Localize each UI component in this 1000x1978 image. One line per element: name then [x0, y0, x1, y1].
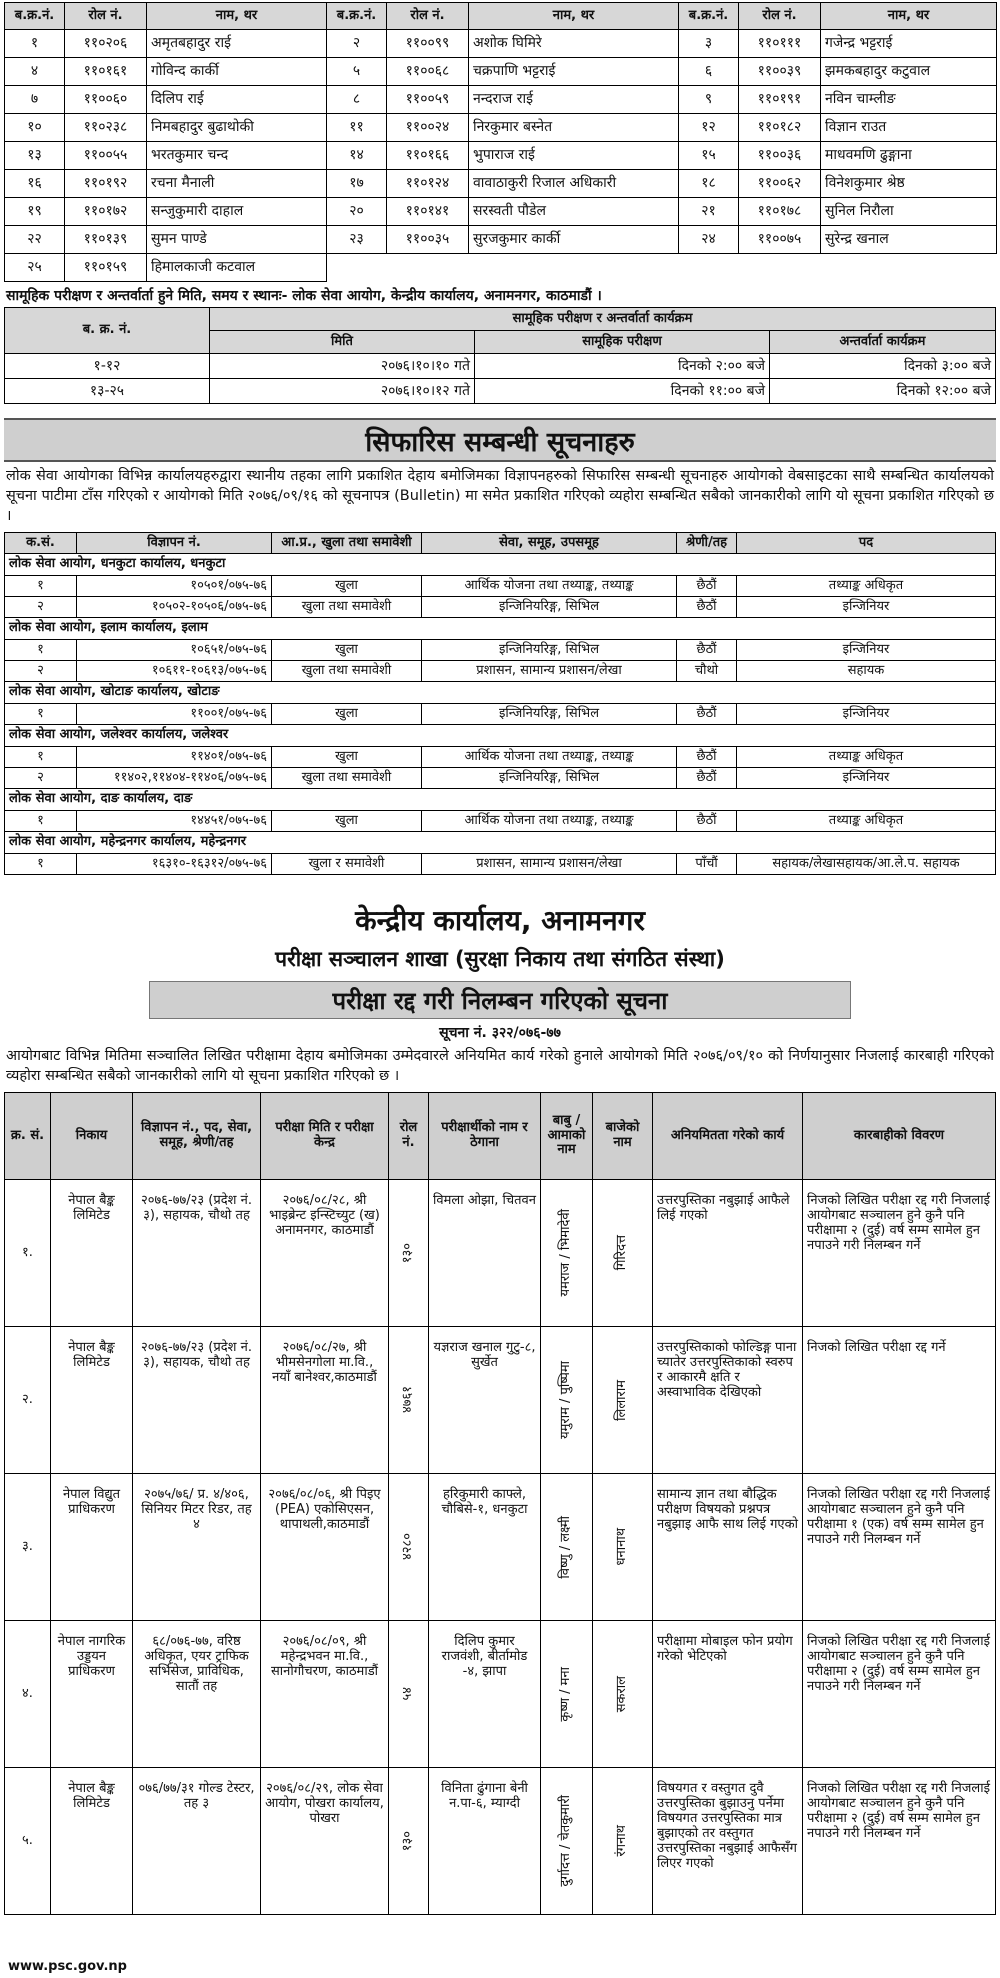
candidate-name-cell: हरिकुमारी काफ्ले, चौबिसे-१, धनकुटा	[429, 1474, 541, 1621]
footer-url[interactable]: www.psc.gov.np	[8, 1959, 127, 1974]
recommendation-header: आ.प्र., खुला तथा समावेशी	[272, 533, 422, 554]
office-name-cell: लोक सेवा आयोग, महेन्द्रनगर कार्यालय, महेन्द्रनगर	[5, 832, 996, 854]
office-row	[5, 832, 996, 854]
office-row	[5, 789, 996, 811]
irregularity-cell: परीक्षामा मोबाइल फोन प्रयोग गरेको भेटिएको	[653, 1621, 803, 1768]
post-cell: तथ्याङ्क अधिकृत	[737, 576, 996, 597]
roll-list-row	[5, 170, 997, 198]
recommendation-header: विज्ञापन नं.	[77, 533, 272, 554]
suspension-header: परीक्षार्थीको नाम र ठेगाना	[429, 1093, 541, 1180]
roll-number-cell: ११०१७२	[65, 198, 147, 226]
name-cell: सुरेन्द्र खनाल	[821, 226, 997, 254]
advertisement-number-cell: १०५०१/०७५-७६	[77, 576, 272, 597]
notice-number: सूचना नं. ३२२/०७६-७७	[439, 1025, 561, 1041]
central-office-title: केन्द्रीय कार्यालय, अनामनगर	[355, 904, 645, 937]
roll-list-row	[5, 254, 997, 282]
recommendation-row	[5, 597, 996, 618]
advertisement-number-cell: ११४०२,११४०४-११४०६/०७५-७६	[77, 768, 272, 789]
post-cell: इन्जिनियर	[737, 640, 996, 661]
roll-number-cell: ११००२४	[387, 114, 469, 142]
roll-list-header-row	[5, 3, 997, 30]
roll-list-row	[5, 142, 997, 170]
serial-cell: २	[5, 597, 77, 618]
serial-cell: १	[5, 747, 77, 768]
recommendation-table	[4, 532, 996, 875]
parents-name-cell: दुर्गादत्त / चेतकुमारी	[558, 1795, 574, 1887]
serial-cell: १	[5, 640, 77, 661]
schedule-group-time-cell: दिनको २:०० बजे	[475, 354, 770, 379]
name-cell: सरस्वती पौडेल	[469, 198, 679, 226]
recommendation-row	[5, 768, 996, 789]
serial-cell: ११	[327, 114, 387, 142]
action-cell: निजको लिखित परीक्षा रद्द गरी निजलाई आयोगबाट सञ्चालन हुने कुनै पनि परीक्षामा १ (एक) वर्ष सम्म सामेल हुन नपाउने गरी निलम्बन गर्ने	[803, 1474, 996, 1621]
roll-list-header: नाम, थर	[147, 3, 327, 30]
name-cell: दिलिप राई	[147, 86, 327, 114]
roll-number-cell: ११००९९	[387, 30, 469, 58]
roll-number-cell: ११००५९	[387, 86, 469, 114]
roll-number-cell: ११००३५	[387, 226, 469, 254]
serial-cell: १४	[327, 142, 387, 170]
serial-cell: १	[5, 704, 77, 725]
grandfather-name-cell: सकराल	[614, 1675, 630, 1713]
category-cell: खुला तथा समावेशी	[272, 661, 422, 682]
service-cell: आर्थिक योजना तथा तथ्याङ्क, तथ्याङ्क	[422, 811, 677, 832]
serial-cell: ४.	[5, 1621, 51, 1768]
roll-number-cell: ११०२३८	[65, 114, 147, 142]
roll-list-row	[5, 86, 997, 114]
roll-number-cell: ११००३६	[739, 142, 821, 170]
schedule-date-header: मिति	[210, 331, 475, 354]
name-cell: सुमन पाण्डे	[147, 226, 327, 254]
serial-cell: १०	[5, 114, 65, 142]
suspension-header: कारबाहीको विवरण	[803, 1093, 996, 1180]
level-cell: चौथो	[677, 661, 737, 682]
recommendation-row	[5, 576, 996, 597]
grandfather-name-cell-wrap	[593, 1474, 653, 1621]
roll-number-cell: ११०२०६	[65, 30, 147, 58]
roll-number-cell: ११०१६१	[65, 58, 147, 86]
service-cell: प्रशासन, सामान्य प्रशासन/लेखा	[422, 661, 677, 682]
serial-cell: २.	[5, 1327, 51, 1474]
organization-cell: नेपाल बैङ्क लिमिटेड	[51, 1180, 133, 1327]
level-cell: छैठौं	[677, 704, 737, 725]
roll-list-header: ब.क्र.नं.	[327, 3, 387, 30]
office-name-cell: लोक सेवा आयोग, दाङ कार्यालय, दाङ	[5, 789, 996, 811]
parents-name-cell: यमुराम / पुष्पिमा	[558, 1361, 574, 1439]
category-cell: खुला	[272, 640, 422, 661]
name-cell: विज्ञान राउत	[821, 114, 997, 142]
serial-cell: १६	[5, 170, 65, 198]
level-cell: छैठौं	[677, 597, 737, 618]
suspension-row	[5, 1768, 996, 1915]
roll-list-header: नाम, थर	[469, 3, 679, 30]
organization-cell: नेपाल विद्युत प्राधिकरण	[51, 1474, 133, 1621]
roll-list-row	[5, 226, 997, 254]
action-cell: निजको लिखित परीक्षा रद्द गरी निजलाई आयोगबाट सञ्चालन हुने कुनै पनि परीक्षामा २ (दुई) वर्ष सम्म सामेल हुन नपाउने गरी निलम्बन गर्ने	[803, 1180, 996, 1327]
office-row	[5, 618, 996, 640]
serial-cell: २४	[679, 226, 739, 254]
exam-center-cell: २०७६/०८/२९, लोक सेवा आयोग, पोखरा कार्यालय, पोखरा	[261, 1768, 389, 1915]
suspension-row	[5, 1474, 996, 1621]
schedule-interview-header: अन्तर्वार्ता कार्यक्रम	[770, 331, 996, 354]
irregularity-cell: उत्तरपुस्तिका नबुझाई आफैले लिई गएको	[653, 1180, 803, 1327]
serial-cell: १२	[679, 114, 739, 142]
level-cell: पाँचौं	[677, 854, 737, 875]
roll-number-cell: ४२८०	[400, 1533, 416, 1561]
serial-cell: १	[5, 854, 77, 875]
exam-center-cell: २०७६/०८/२७, श्री भीमसेनगोला मा.वि., नयाँ बानेश्वर,काठमाडौं	[261, 1327, 389, 1474]
post-cell: सहायक/लेखासहायक/आ.ले.प. सहायक	[737, 854, 996, 875]
exam-center-cell: २०७६/०८/०९, श्री महेन्द्रभवन मा.वि., सानोगौचरण, काठमाडौं	[261, 1621, 389, 1768]
advertisement-number-cell: १०६५१/०७५-७६	[77, 640, 272, 661]
service-cell: इन्जिनियरिङ्ग, सिभिल	[422, 597, 677, 618]
name-cell: सन्जुकुमारी दाहाल	[147, 198, 327, 226]
office-row	[5, 554, 996, 576]
suspension-header: क्र. सं.	[5, 1093, 51, 1180]
name-cell: निरकुमार बस्नेत	[469, 114, 679, 142]
suspension-table	[4, 1092, 996, 1915]
schedule-serial-header: ब. क्र. नं.	[5, 308, 210, 354]
serial-cell: २१	[679, 198, 739, 226]
serial-cell: १९	[5, 198, 65, 226]
advertisement-number-cell: ११४०१/०७५-७६	[77, 747, 272, 768]
parents-name-cell-wrap	[541, 1180, 593, 1327]
serial-cell: १	[5, 576, 77, 597]
serial-cell: ६	[679, 58, 739, 86]
exam-center-cell: २०७६/०८/०६, श्री पिइए (PEA) एकोसिएसन, थापाथली,काठमाडौं	[261, 1474, 389, 1621]
name-cell: नन्दराज राई	[469, 86, 679, 114]
schedule-group-time-cell: दिनको ११:०० बजे	[475, 379, 770, 404]
irregularity-cell: सामान्य ज्ञान तथा बौद्धिक परीक्षण विषयको प्रश्नपत्र नबुझाइ आफै साथ लिई गएको	[653, 1474, 803, 1621]
suspension-header: रोल नं.	[389, 1093, 429, 1180]
name-cell: वावाठाकुरी रिजाल अधिकारी	[469, 170, 679, 198]
parents-name-cell: यमराज / भिमादेवी	[558, 1209, 574, 1297]
schedule-interview-time-cell: दिनको १२:०० बजे	[770, 379, 996, 404]
parents-name-cell-wrap	[541, 1768, 593, 1915]
recommendation-header-row	[5, 533, 996, 554]
candidate-name-cell: दिलिप कुमार राजवंशी, बीर्तामोड -४, झापा	[429, 1621, 541, 1768]
parents-name-cell: विष्णु / लक्ष्मी	[558, 1515, 574, 1579]
roll-number-cell-wrap	[389, 1327, 429, 1474]
schedule-program-header: सामूहिक परीक्षण र अन्तर्वार्ता कार्यक्रम	[210, 308, 996, 331]
category-cell: खुला	[272, 811, 422, 832]
roll-list-row	[5, 58, 997, 86]
roll-number-cell: ११०१४१	[387, 198, 469, 226]
serial-cell: २	[5, 768, 77, 789]
name-cell: झमकबहादुर कटुवाल	[821, 58, 997, 86]
name-cell: अमृतबहादुर राई	[147, 30, 327, 58]
advertisement-cell: ६८/०७६-७७, वरिष्ठ अधिकृत, एयर ट्राफिक सर्भिसेज, प्राविधिक, सातौं तह	[133, 1621, 261, 1768]
roll-number-cell: ११०१९२	[65, 170, 147, 198]
schedule-header-row	[5, 308, 996, 331]
post-cell: इन्जिनियर	[737, 768, 996, 789]
candidate-name-cell: विमला ओझा, चितवन	[429, 1180, 541, 1327]
roll-number-cell: ४७६१	[400, 1386, 416, 1414]
grandfather-name-cell: रंगनाथ	[614, 1825, 630, 1857]
suspension-row	[5, 1621, 996, 1768]
schedule-date-cell: २०७६।१०।१० गते	[210, 354, 475, 379]
recommendation-row	[5, 704, 996, 725]
service-cell: आर्थिक योजना तथा तथ्याङ्क, तथ्याङ्क	[422, 576, 677, 597]
advertisement-number-cell: १६३१०-१६३१२/०७५-७६	[77, 854, 272, 875]
roll-number-cell: ११०१५९	[65, 254, 147, 282]
suspension-banner: परीक्षा रद्द गरी निलम्बन गरिएको सूचना	[149, 981, 851, 1019]
serial-cell: १५	[679, 142, 739, 170]
post-cell: इन्जिनियर	[737, 704, 996, 725]
roll-number-cell: ११००६२	[739, 170, 821, 198]
roll-list-header: नाम, थर	[821, 3, 997, 30]
schedule-serial-cell: १३-२५	[5, 379, 210, 404]
advertisement-number-cell: १०५०२-१०५०६/०७५-७६	[77, 597, 272, 618]
name-cell: भरतकुमार चन्द	[147, 142, 327, 170]
service-cell: इन्जिनियरिङ्ग, सिभिल	[422, 704, 677, 725]
service-cell: इन्जिनियरिङ्ग, सिभिल	[422, 768, 677, 789]
suspension-row	[5, 1180, 996, 1327]
action-cell: निजको लिखित परीक्षा रद्द गरी निजलाई आयोगबाट सञ्चालन हुने कुनै पनि परीक्षामा २ (दुई) वर्ष सम्म सामेल हुन नपाउने गरी निलम्बन गर्ने	[803, 1768, 996, 1915]
level-cell: छैठौं	[677, 811, 737, 832]
serial-cell: ५.	[5, 1768, 51, 1915]
recommendation-row	[5, 811, 996, 832]
serial-cell: १.	[5, 1180, 51, 1327]
category-cell: खुला तथा समावेशी	[272, 597, 422, 618]
serial-cell: २	[5, 661, 77, 682]
roll-number-cell-wrap	[389, 1180, 429, 1327]
serial-cell: ७	[5, 86, 65, 114]
suspension-header: बाजेको नाम	[593, 1093, 653, 1180]
schedule-row	[5, 354, 996, 379]
suspension-header: निकाय	[51, 1093, 133, 1180]
serial-cell: १३	[5, 142, 65, 170]
schedule-serial-cell: १-१२	[5, 354, 210, 379]
serial-cell: ४	[5, 58, 65, 86]
name-cell: गोविन्द कार्की	[147, 58, 327, 86]
office-name-cell: लोक सेवा आयोग, खोटाङ कार्यालय, खोटाङ	[5, 682, 996, 704]
roll-list-row	[5, 198, 997, 226]
serial-cell: १	[5, 811, 77, 832]
serial-cell: ३	[679, 30, 739, 58]
roll-number-cell: १३०	[400, 1242, 416, 1264]
roll-list-header: रोल नं.	[739, 3, 821, 30]
category-cell: खुला	[272, 747, 422, 768]
level-cell: छैठौं	[677, 640, 737, 661]
roll-number-cell: ११०१११	[739, 30, 821, 58]
name-cell: हिमालकाजी कटवाल	[147, 254, 327, 282]
empty-cell	[327, 254, 997, 282]
roll-number-cell: १३०	[400, 1830, 416, 1852]
advertisement-number-cell: ११००१/०७५-७६	[77, 704, 272, 725]
suspension-header: विज्ञापन नं., पद, सेवा, समूह, श्रेणी/तह	[133, 1093, 261, 1180]
recommendation-header: सेवा, समूह, उपसमूह	[422, 533, 677, 554]
serial-cell: ९	[679, 86, 739, 114]
serial-cell: १८	[679, 170, 739, 198]
office-row	[5, 682, 996, 704]
serial-cell: १७	[327, 170, 387, 198]
recommendation-row	[5, 640, 996, 661]
recommendation-header: क.सं.	[5, 533, 77, 554]
advertisement-cell: २०७५/७६/ प्र. ४/४०६, सिनियर मिटर रिडर, तह ४	[133, 1474, 261, 1621]
service-cell: इन्जिनियरिङ्ग, सिभिल	[422, 640, 677, 661]
roll-list-row	[5, 30, 997, 58]
roll-list-table	[4, 2, 997, 282]
name-cell: निमबहादुर बुढाथोकी	[147, 114, 327, 142]
roll-number-cell: ५४	[400, 1687, 416, 1701]
name-cell: सुरजकुमार कार्की	[469, 226, 679, 254]
category-cell: खुला र समावेशी	[272, 854, 422, 875]
action-cell: निजको लिखित परीक्षा रद्द गरी निजलाई आयोगबाट सञ्चालन हुने कुनै पनि परीक्षामा २ (दुई) वर्ष सम्म सामेल हुन नपाउने गरी निलम्बन गर्ने	[803, 1621, 996, 1768]
parents-name-cell: कृष्ण / मना	[558, 1666, 574, 1722]
parents-name-cell-wrap	[541, 1327, 593, 1474]
grandfather-name-cell-wrap	[593, 1180, 653, 1327]
post-cell: इन्जिनियर	[737, 597, 996, 618]
recommendation-paragraph: लोक सेवा आयोगका विभिन्न कार्यालयहरुद्वारा स्थानीय तहका लागि प्रकाशित देहाय बमोजिमका विज्ञापनहरुको सिफारिस सम्बन्धी सूचनाहरु आयोगको वेबसाइटका साथै सम्बन्धित कार्यालयको सूचना पाटीमा टाँस गरिएको र आयोगको मिति २०७६/०९/१६ को सूचनापत्र (Bulletin) मा समेत प्रकाशित गरिएको व्यहोरा सम्बन्धित सबैको जानकारीको लागि यो सूचना प्रकाशित गरिएको छ ।	[6, 468, 994, 524]
suspension-header: अनियमितता गरेको कार्य	[653, 1093, 803, 1180]
service-cell: प्रशासन, सामान्य प्रशासन/लेखा	[422, 854, 677, 875]
serial-cell: २०	[327, 198, 387, 226]
grandfather-name-cell: गिरिदत्त	[614, 1235, 630, 1271]
schedule-table	[4, 307, 996, 404]
name-cell: गजेन्द्र भट्टराई	[821, 30, 997, 58]
roll-number-cell: ११०१८२	[739, 114, 821, 142]
roll-number-cell: ११००५५	[65, 142, 147, 170]
name-cell: रचना मैनाली	[147, 170, 327, 198]
name-cell: नविन चाम्लीङ	[821, 86, 997, 114]
serial-cell: १	[5, 30, 65, 58]
advertisement-cell: २०७६-७७/२३ (प्रदेश नं. ३), सहायक, चौथो तह	[133, 1327, 261, 1474]
serial-cell: ८	[327, 86, 387, 114]
level-cell: छैठौं	[677, 747, 737, 768]
category-cell: खुला	[272, 704, 422, 725]
recommendation-header: पद	[737, 533, 996, 554]
office-name-cell: लोक सेवा आयोग, इलाम कार्यालय, इलाम	[5, 618, 996, 640]
candidate-name-cell: विनिता ढुंगाना बेनी न.पा-६, म्याग्दी	[429, 1768, 541, 1915]
roll-number-cell: ११००३९	[739, 58, 821, 86]
grandfather-name-cell: धनानाथ	[614, 1528, 630, 1566]
post-cell: तथ्याङ्क अधिकृत	[737, 811, 996, 832]
roll-number-cell: ११००७५	[739, 226, 821, 254]
office-name-cell: लोक सेवा आयोग, धनकुटा कार्यालय, धनकुटा	[5, 554, 996, 576]
recommendation-row	[5, 854, 996, 875]
service-cell: आर्थिक योजना तथा तथ्याङ्क, तथ्याङ्क	[422, 747, 677, 768]
serial-cell: २	[327, 30, 387, 58]
organization-cell: नेपाल नागरिक उड्डयन प्राधिकरण	[51, 1621, 133, 1768]
roll-number-cell-wrap	[389, 1768, 429, 1915]
office-row	[5, 725, 996, 747]
advertisement-number-cell: १०६११-१०६१३/०७५-७६	[77, 661, 272, 682]
serial-cell: २२	[5, 226, 65, 254]
recommendation-row	[5, 747, 996, 768]
name-cell: विनेशकुमार श्रेष्ठ	[821, 170, 997, 198]
advertisement-cell: ०७६/७७/३१ गोल्ड टेस्टर, तह ३	[133, 1768, 261, 1915]
advertisement-cell: २०७६-७७/२३ (प्रदेश नं. ३), सहायक, चौथो तह	[133, 1180, 261, 1327]
roll-number-cell: ११०१२४	[387, 170, 469, 198]
roll-number-cell-wrap	[389, 1621, 429, 1768]
roll-number-cell: ११०१३९	[65, 226, 147, 254]
suspension-header: परीक्षा मिति र परीक्षा केन्द्र	[261, 1093, 389, 1180]
roll-number-cell-wrap	[389, 1474, 429, 1621]
serial-cell: २३	[327, 226, 387, 254]
advertisement-number-cell: १४४५१/०७५-७६	[77, 811, 272, 832]
grandfather-name-cell: लिलाराम	[614, 1379, 630, 1421]
roll-number-cell: ११००६८	[387, 58, 469, 86]
name-cell: माधवमणि ढुङ्गाना	[821, 142, 997, 170]
recommendation-banner: सिफारिस सम्बन्धी सूचनाहरु	[4, 418, 996, 462]
roll-number-cell: ११०१७८	[739, 198, 821, 226]
serial-cell: २५	[5, 254, 65, 282]
schedule-interview-time-cell: दिनको ३:०० बजे	[770, 354, 996, 379]
irregularity-cell: उत्तरपुस्तिकाको फोल्डिङ्ग पाना च्यातेर उत्तरपुस्तिकाको स्वरुप र आकारमै क्षति र अस्वाभाविक देखिएको	[653, 1327, 803, 1474]
parents-name-cell-wrap	[541, 1474, 593, 1621]
parents-name-cell-wrap	[541, 1621, 593, 1768]
post-cell: सहायक	[737, 661, 996, 682]
organization-cell: नेपाल बैङ्क लिमिटेड	[51, 1768, 133, 1915]
recommendation-header: श्रेणी/तह	[677, 533, 737, 554]
roll-number-cell: ११००६०	[65, 86, 147, 114]
suspension-header-row	[5, 1093, 996, 1180]
grandfather-name-cell-wrap	[593, 1327, 653, 1474]
roll-list-header: रोल नं.	[65, 3, 147, 30]
roll-list-header: ब.क्र.नं.	[5, 3, 65, 30]
level-cell: छैठौं	[677, 576, 737, 597]
grandfather-name-cell-wrap	[593, 1621, 653, 1768]
category-cell: खुला	[272, 576, 422, 597]
name-cell: चक्रपाणि भट्टराई	[469, 58, 679, 86]
schedule-row	[5, 379, 996, 404]
suspension-paragraph: आयोगबाट विभिन्न मितिमा सञ्चालित लिखित परीक्षामा देहाय बमोजिमका उम्मेदवारले अनियमित कार्य गरेको हुनाले आयोगको मिति २०७६/०९/१० को निर्णयानुसार निजलाई कारबाही गरिएको व्यहोरा सम्बन्धित सबैको जानकारीको लागि यो सूचना प्रकाशित गरिएको छ ।	[6, 1048, 994, 1084]
roll-list-row	[5, 114, 997, 142]
serial-cell: ५	[327, 58, 387, 86]
name-cell: भुपाराज राई	[469, 142, 679, 170]
roll-list-header: ब.क्र.नं.	[679, 3, 739, 30]
name-cell: अशोक घिमिरे	[469, 30, 679, 58]
schedule-group-header: सामूहिक परीक्षण	[475, 331, 770, 354]
serial-cell: ३.	[5, 1474, 51, 1621]
action-cell: निजको लिखित परीक्षा रद्द गर्ने	[803, 1327, 996, 1474]
irregularity-cell: विषयगत र वस्तुगत दुवै उत्तरपुस्तिका बुझाउनु पर्नेमा विषयगत उत्तरपुस्तिका मात्र बुझाएको तर वस्तुगत उत्तरपुस्तिका नबुझाई आफैसँग लिएर गएको	[653, 1768, 803, 1915]
category-cell: खुला तथा समावेशी	[272, 768, 422, 789]
post-cell: तथ्याङ्क अधिकृत	[737, 747, 996, 768]
roll-number-cell: ११०१९१	[739, 86, 821, 114]
roll-number-cell: ११०१६६	[387, 142, 469, 170]
schedule-line: सामूहिक परीक्षण र अन्तर्वार्ता हुने मिति, समय र स्थानः- लोक सेवा आयोग, केन्द्रीय कार्यालय, अनामनगर, काठमाडौं ।	[6, 288, 602, 304]
branch-title: परीक्षा सञ्चालन शाखा (सुरक्षा निकाय तथा संगठित संस्था)	[275, 947, 725, 971]
schedule-date-cell: २०७६।१०।१२ गते	[210, 379, 475, 404]
recommendation-row	[5, 661, 996, 682]
grandfather-name-cell-wrap	[593, 1768, 653, 1915]
roll-list-header: रोल नं.	[387, 3, 469, 30]
suspension-row	[5, 1327, 996, 1474]
suspension-header: बाबु / आमाको नाम	[541, 1093, 593, 1180]
office-name-cell: लोक सेवा आयोग, जलेश्वर कार्यालय, जलेश्वर	[5, 725, 996, 747]
organization-cell: नेपाल बैङ्क लिमिटेड	[51, 1327, 133, 1474]
name-cell: सुनिल निरौला	[821, 198, 997, 226]
candidate-name-cell: यज्ञराज खनाल गुटु-८, सुर्खेत	[429, 1327, 541, 1474]
exam-center-cell: २०७६/०८/२८, श्री भाइब्रेन्ट इन्स्टिच्युट (ख) अनामनगर, काठमाडौं	[261, 1180, 389, 1327]
level-cell: छैठौं	[677, 768, 737, 789]
